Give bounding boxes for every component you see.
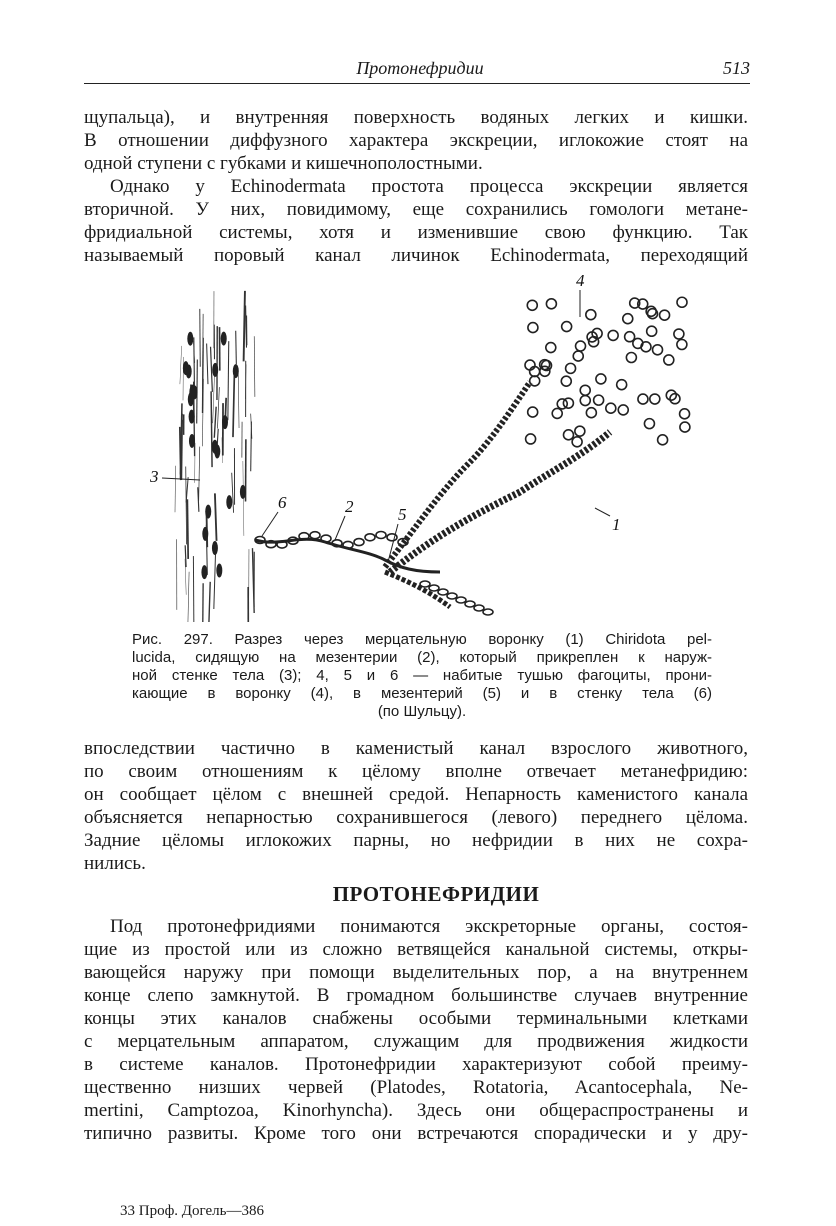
caption-line: кающие в воронку (4), в мезентерий (5) и в стенку тела (6) xyxy=(132,685,712,702)
caption-line: lucida, сидящую на мезентерии (2), который прикреплен к наруж- xyxy=(132,649,712,666)
caption-line: ной стенке тела (3); 4, 5 и 6 — набитые тушью фагоциты, прони- xyxy=(132,667,712,684)
figure-label: 3 xyxy=(150,467,159,486)
text-line: Задние цёломы иглокожих парны, но нефридии в них не сохра- xyxy=(84,830,748,851)
text-line: в системе каналов. Протонефридии характеризуют собой преиму- xyxy=(84,1054,748,1075)
figure-label: 6 xyxy=(278,493,287,512)
figure-label: 4 xyxy=(576,272,585,290)
figure-label: 2 xyxy=(345,497,354,516)
text-line: с мерцательным аппаратом, служащим для продвижения жидкости xyxy=(84,1031,748,1052)
text-line: нились. xyxy=(84,853,146,874)
figure-label: 1 xyxy=(612,515,621,534)
text-line: он сообщает цёлом с внешней средой. Непарность каменистого канала xyxy=(84,784,748,805)
text-line: mertini, Camptozoa, Kinorhyncha). Здесь они общераспространены и xyxy=(84,1100,748,1121)
text-line: впоследствии частично в каменистый канал взрослого животного, xyxy=(84,738,748,759)
text-line: концы этих каналов снабжены особыми терминальными клетками xyxy=(84,1008,748,1029)
text-line: Однако у Echinodermata простота процесса экскреции является xyxy=(110,176,748,197)
figure-label: 5 xyxy=(398,505,407,524)
text-line: фридиальной системы, хотя и изменившие свою функцию. Так xyxy=(84,222,748,243)
text-line: вающейся наружу при помощи выделительных пор, а на внутреннем xyxy=(84,962,748,983)
text-line: конце слепо замкнутой. В громадном большинстве случаев внутренние xyxy=(84,985,748,1006)
phagocytes-mesentery xyxy=(255,532,493,615)
running-title: Протонефридии xyxy=(356,58,484,78)
text-line: по своим отношениям к цёлому вполне отвечает метанефридию: xyxy=(84,761,748,782)
text-line: В отношении диффузного характера экскреции, иглокожие стоят на xyxy=(84,130,748,151)
caption-line: (по Шульцу). xyxy=(377,703,467,720)
figure-illustration xyxy=(140,272,730,622)
text-line: одной ступени с губками и кишечнополостными. xyxy=(84,153,483,174)
phagocytes-funnel xyxy=(525,297,690,447)
funnel-upper-lip xyxy=(385,382,530,567)
figure-labels xyxy=(149,272,621,562)
text-line: вторичной. У них, повидимому, еще сохранились гомологи метане- xyxy=(84,199,748,220)
page-footer: 33 Проф. Догель—386 xyxy=(120,1203,264,1219)
text-line: типично развиты. Кроме того они встречаются спорадически и у дру- xyxy=(84,1123,748,1144)
text-line: щупальца), и внутренняя поверхность водяных легких и кишки. xyxy=(84,107,748,128)
header-rule xyxy=(84,83,750,84)
section-heading: ПРОТОНЕФРИДИИ xyxy=(332,882,540,906)
page-number: 513 xyxy=(723,58,750,78)
caption-line: Рис. 297. Разрез через мерцательную воронку (1) Chiridota pel- xyxy=(132,631,712,648)
text-line: Под протонефридиями понимаются экскреторные органы, состоя- xyxy=(110,916,748,937)
body-wall xyxy=(175,291,255,622)
text-line: объясняется непарностью сохранившегося (левого) переднего цёлома. xyxy=(84,807,748,828)
text-line: называемый поровый канал личинок Echinodermata, переходящий xyxy=(84,245,748,266)
text-line: щие из простой или из сложно ветвящейся канальной системы, откры- xyxy=(84,939,748,960)
text-line: щественно низших червей (Platodes, Rotatoria, Acantocephala, Ne- xyxy=(84,1077,748,1098)
funnel-lower-lip xyxy=(390,432,610,572)
